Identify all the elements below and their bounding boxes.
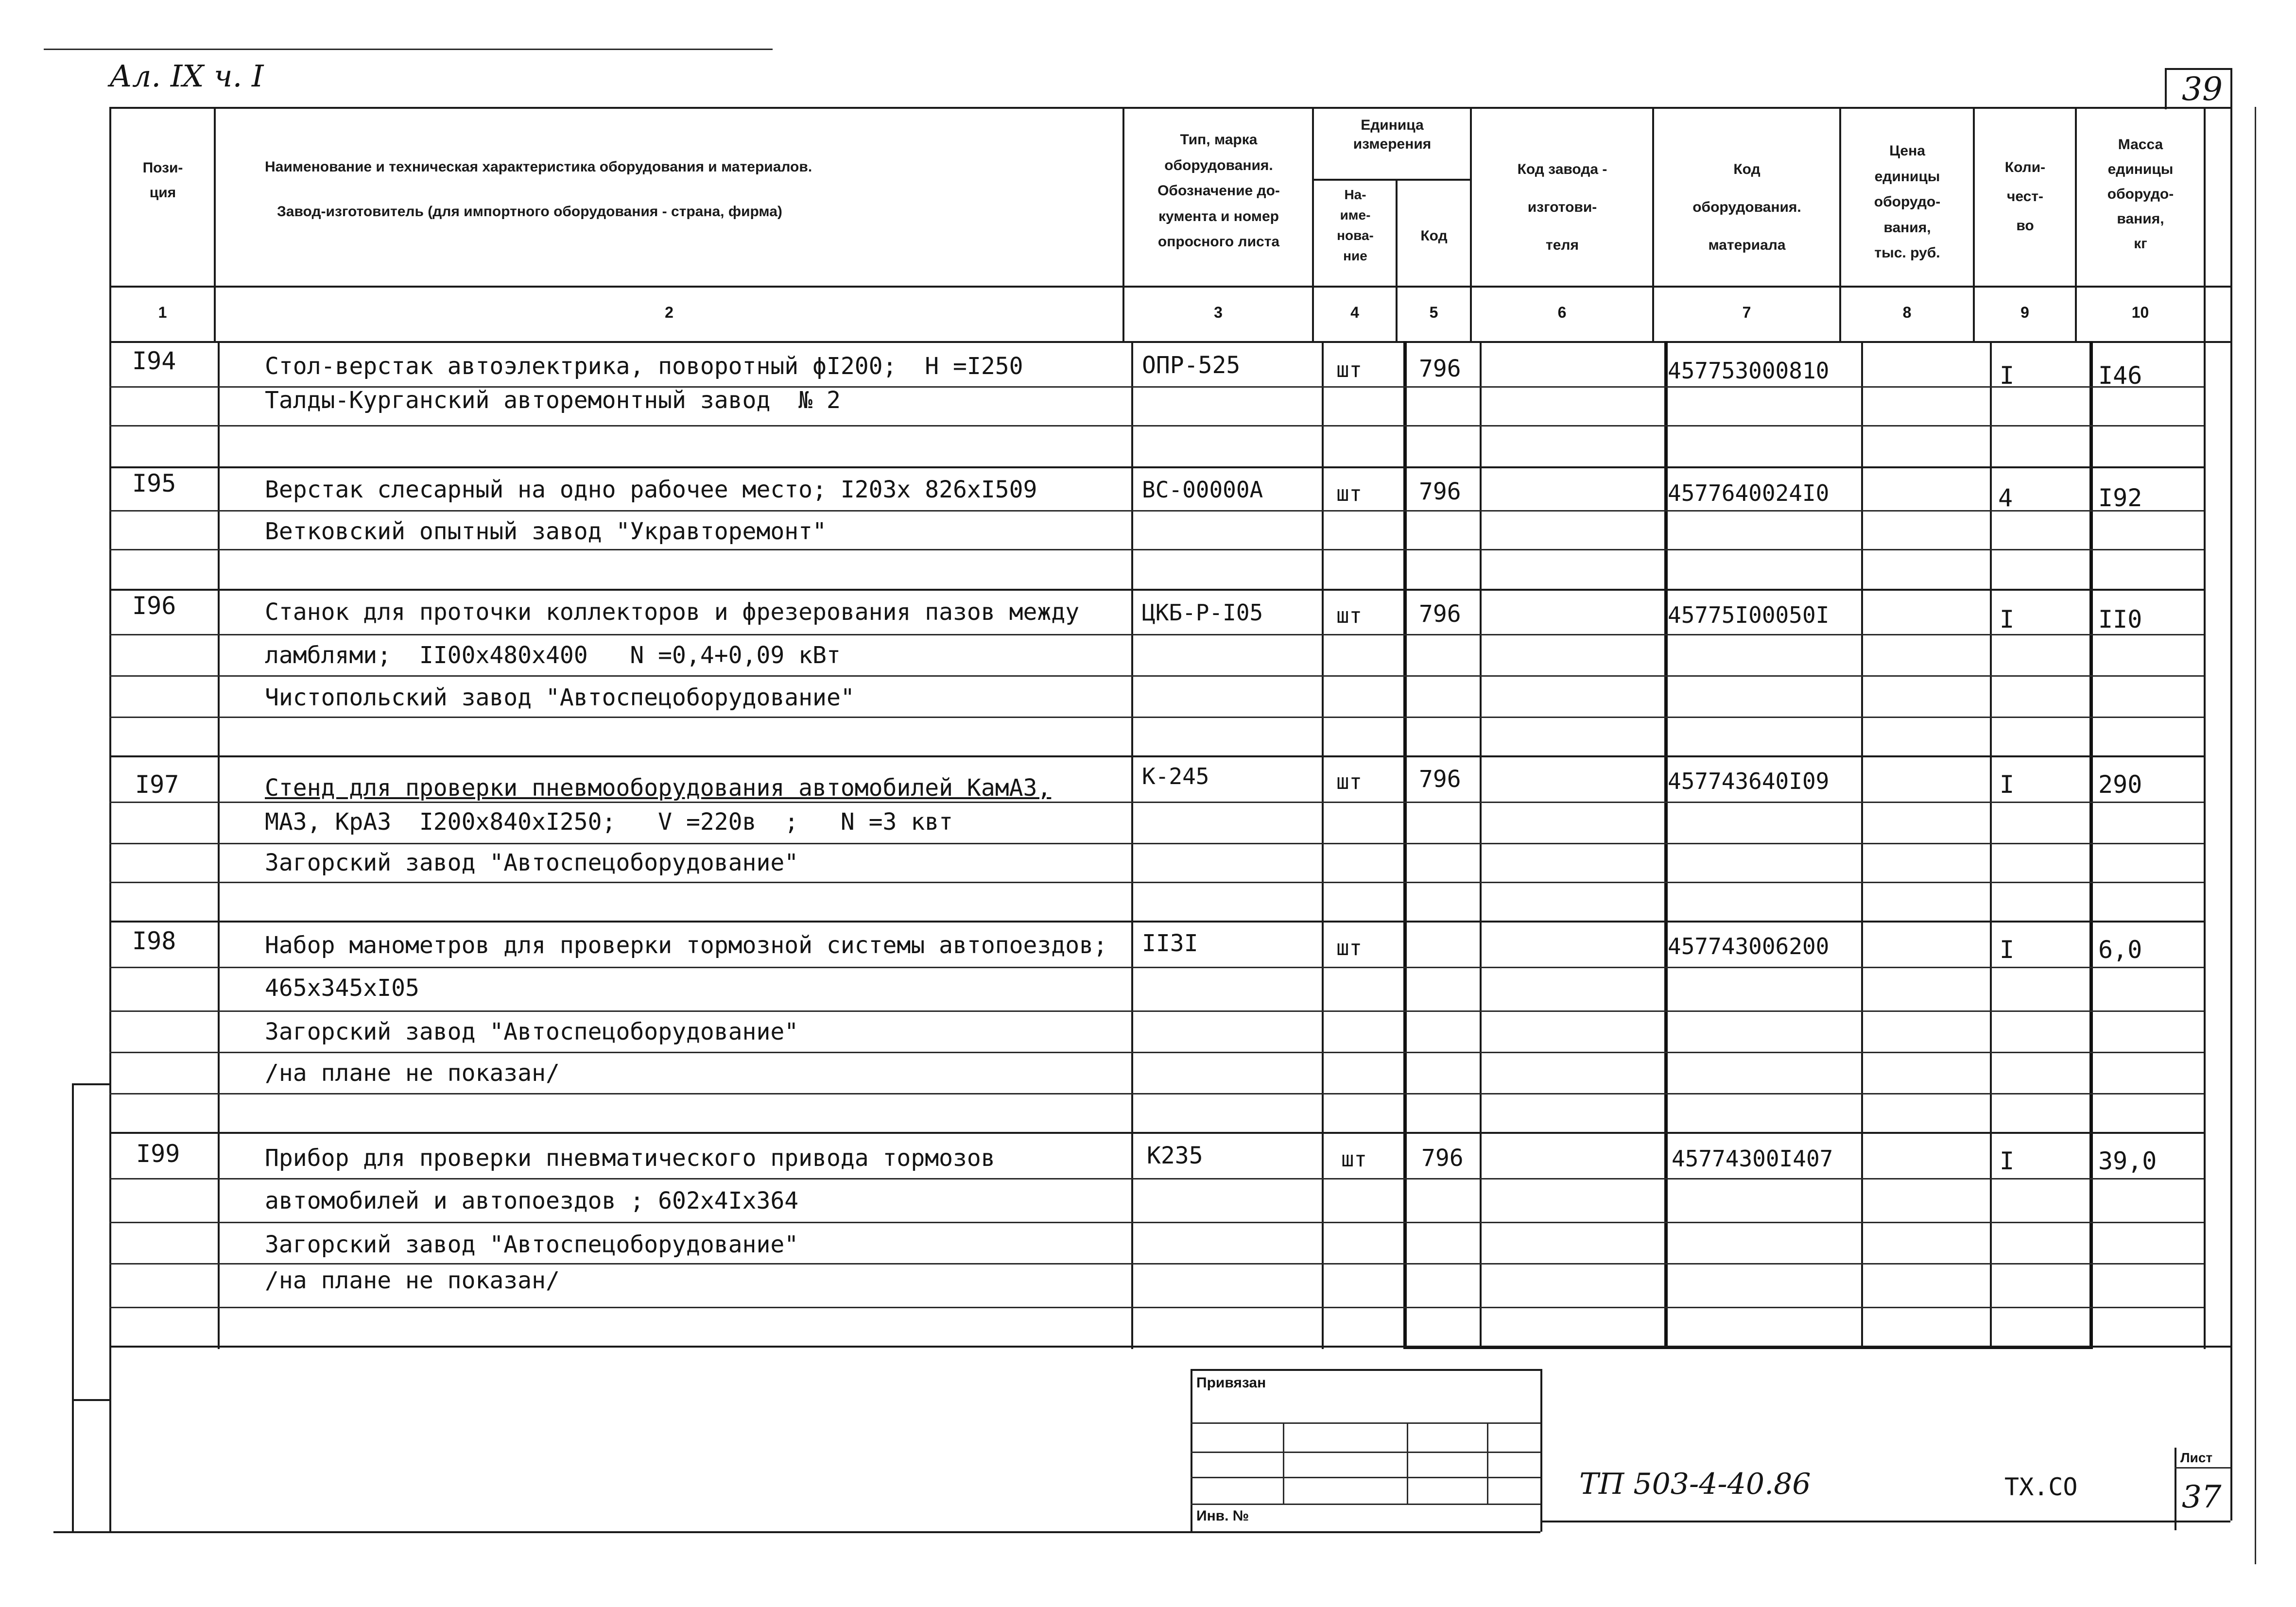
row-description-line: /на плане не показан/ <box>265 1267 560 1294</box>
row-description-line: Верстак слесарный на одно рабочее место; I203x 826xI509 <box>265 476 1037 503</box>
colnum-bottom-line <box>109 341 2230 343</box>
row-mass: 39,0 <box>2098 1147 2157 1175</box>
header-price: Цена единицы оборудо- вания, тыс. руб. <box>1874 143 1941 261</box>
sheet-corner-number: 39 <box>2182 70 2223 108</box>
row-equipment-code: 457743640I09 <box>1668 768 1830 794</box>
row-description-line: Загорский завод "Автоспецоборудование" <box>265 849 799 876</box>
rule <box>109 675 2204 677</box>
header-type: Тип, марка оборудования. Обозначение до- кумента и номер опросного листа <box>1157 132 1280 250</box>
row-unit: шт <box>1336 358 1362 382</box>
header-unit-group: Единица измерения <box>1353 117 1432 152</box>
row-mass: II0 <box>2098 605 2142 633</box>
rule <box>109 510 2204 512</box>
row-description-line: автомобилей и автопоездов ; 602x4Ix364 <box>265 1187 799 1214</box>
row-type: II3I <box>1142 930 1198 957</box>
colnum-3: 3 <box>1214 304 1223 321</box>
row-description-line: Чистопольский завод "Автоспецоборудование" <box>265 684 855 711</box>
row-unit-code: 796 <box>1421 1145 1464 1172</box>
row-position: I94 <box>132 347 176 375</box>
stamp-rule <box>1191 1504 1540 1505</box>
rule <box>109 1346 2230 1348</box>
row-description-line: Стол-верстак автоэлектрика, поворотный ϕI200; H =I250 <box>265 353 1023 380</box>
header-bottom-line <box>109 286 2230 288</box>
colnum-9: 9 <box>2020 304 2029 321</box>
row-unit: шт <box>1336 769 1362 794</box>
row-position: I96 <box>132 592 176 620</box>
header-position: Пози- ция <box>142 160 183 201</box>
binding-tick-top <box>72 1083 111 1085</box>
colnum-8: 8 <box>1902 304 1912 321</box>
row-description-line: Загорский завод "Автоспецоборудование" <box>265 1018 799 1045</box>
row-description-line: Ветковский опытный завод "Укравторемонт" <box>265 518 827 545</box>
row-description-line: Стенд для проверки пневмооборудования автомобилей КамАЗ, <box>265 774 1052 802</box>
corner-box-top <box>2165 68 2230 70</box>
right-margin-line <box>2255 107 2256 1564</box>
document-suffix: ТХ.СО <box>2004 1473 2078 1501</box>
body-sep-9 <box>2089 341 2093 1349</box>
row-description-line: Загорский завод "Автоспецоборудование" <box>265 1231 799 1258</box>
rule <box>109 1307 2204 1308</box>
stamp-bound-label: Привязан <box>1196 1375 1266 1391</box>
header-equipment-code: Код оборудования. материала <box>1692 161 1801 253</box>
rule <box>109 921 2204 923</box>
row-unit: шт <box>1336 603 1362 628</box>
row-unit: шт <box>1341 1147 1367 1172</box>
row-quantity: I <box>2000 936 2015 964</box>
row-type: ВС-00000А <box>1142 477 1263 503</box>
row-mass: I92 <box>2098 484 2142 512</box>
hdr-sep-10 <box>2204 107 2206 341</box>
header-quantity: Коли- чест- во <box>2004 159 2046 234</box>
body-sep-10 <box>2204 341 2206 1349</box>
body-sep-5 <box>1480 341 1482 1349</box>
row-quantity: I <box>2000 605 2015 633</box>
row-type: К-245 <box>1142 763 1209 789</box>
row-description-line: МАЗ, КрАЗ I200x840xI250; V =220в ; N =3 квт <box>265 808 953 836</box>
rule <box>109 549 2204 550</box>
row-type: ЦКБ-Р-I05 <box>1142 599 1263 626</box>
row-unit: шт <box>1336 936 1362 960</box>
header-name-line2: Завод-изготовитель (для импортного оборудования - страна, фирма) <box>277 204 782 220</box>
unit-group-divider <box>1312 179 1470 181</box>
album-reference: Ал. IX <box>109 58 204 94</box>
body-sep-1 <box>218 341 220 1349</box>
header-name-line1: Наименование и техническая характеристика оборудования и материалов. <box>265 159 812 175</box>
header-unit-name: На- име- нова- ние <box>1337 187 1374 263</box>
colnum-4: 4 <box>1350 304 1359 321</box>
rule <box>109 1093 2204 1094</box>
frame-right-border <box>2230 68 2232 1521</box>
rule <box>109 1052 2204 1053</box>
row-position: I98 <box>132 927 176 955</box>
row-quantity: I <box>2000 361 2015 390</box>
top-edge-line <box>44 49 773 50</box>
rule <box>109 425 2204 427</box>
row-quantity: 4 <box>1998 484 2013 512</box>
row-equipment-code: 45775I00050I <box>1668 602 1830 628</box>
colnum-10: 10 <box>2131 304 2149 321</box>
row-equipment-code: 45774300I407 <box>1672 1145 1833 1172</box>
stamp-left-border <box>1191 1369 1192 1532</box>
row-mass: 290 <box>2098 770 2142 799</box>
colnum-5: 5 <box>1429 304 1438 321</box>
rule <box>109 466 2204 468</box>
row-position: I99 <box>136 1140 180 1168</box>
binding-margin-line <box>72 1083 74 1533</box>
row-type: ОПР-525 <box>1142 352 1241 379</box>
sheet-box-left <box>2175 1448 2176 1530</box>
sheet-box-rule <box>2175 1467 2230 1469</box>
body-sep-6 <box>1664 341 1668 1349</box>
rule <box>109 1263 2204 1265</box>
body-sep-3 <box>1322 341 1324 1349</box>
row-unit-code: 796 <box>1419 355 1461 382</box>
rule <box>109 634 2204 635</box>
body-sep-8 <box>1990 341 1992 1349</box>
row-equipment-code: 4577640024I0 <box>1668 480 1830 506</box>
rule <box>109 717 2204 718</box>
colnum-1: 1 <box>158 304 167 321</box>
row-unit-code: 796 <box>1419 600 1461 628</box>
part-reference: ч. I <box>214 58 264 94</box>
stamp-sep <box>1487 1422 1488 1504</box>
row-position: I95 <box>132 469 176 497</box>
binding-tick-bottom <box>72 1399 111 1401</box>
colnum-7: 7 <box>1742 304 1751 321</box>
stamp-sep <box>1283 1422 1284 1504</box>
rule <box>109 1132 2204 1134</box>
colnum-2: 2 <box>665 304 673 321</box>
row-description-line: Станок для проточки коллекторов и фрезерования пазов между <box>265 598 1080 626</box>
body-sep-7 <box>1861 341 1863 1349</box>
rule <box>109 967 2204 968</box>
body-sep-2 <box>1131 341 1133 1349</box>
row-mass: I46 <box>2098 361 2142 390</box>
row-description-line: Талды-Курганский авторемонтный завод № 2 <box>265 387 841 414</box>
rule <box>109 589 2204 591</box>
body-sep-4 <box>1403 341 1407 1349</box>
rule <box>109 1010 2204 1012</box>
rule <box>109 843 2204 844</box>
stamp-sep <box>1407 1422 1408 1504</box>
frame-bottom-border-right <box>1540 1521 2230 1522</box>
stamp-right-border <box>1540 1369 1542 1532</box>
rule <box>109 1178 2204 1180</box>
header-unit-code: Код <box>1420 228 1448 244</box>
rule <box>109 755 2204 757</box>
row-unit-code: 796 <box>1419 478 1461 505</box>
row-quantity: I <box>2000 1147 2015 1175</box>
rule <box>109 802 2204 803</box>
row-description-line: Набор манометров для проверки тормозной системы автопоездов; <box>265 932 1107 959</box>
row-mass: 6,0 <box>2098 936 2142 964</box>
row-description-line: Прибор для проверки пневматического привода тормозов <box>265 1145 995 1172</box>
row-description-line: 465x345xI05 <box>265 974 419 1002</box>
table-top-border <box>109 107 2230 109</box>
sheet-number: 37 <box>2182 1479 2222 1515</box>
rule <box>109 882 2204 883</box>
rule <box>109 1222 2204 1223</box>
row-quantity: I <box>2000 770 2015 799</box>
corner-box-left <box>2165 68 2167 109</box>
row-unit-code: 796 <box>1419 766 1461 793</box>
colnum-6: 6 <box>1557 304 1567 321</box>
row-position: I97 <box>135 770 179 799</box>
row-type: К235 <box>1147 1142 1203 1169</box>
frame-bottom-border <box>53 1531 1540 1533</box>
header-factory-code: Код завода - изготови- теля <box>1517 161 1607 253</box>
row-equipment-code: 457743006200 <box>1668 933 1830 959</box>
row-unit: шт <box>1336 481 1362 506</box>
sheet-label: Лист <box>2180 1450 2213 1465</box>
row-description-line: ламблями; II00x480x400 N =0,4+0,09 кВт <box>265 642 841 669</box>
stamp-inventory-label: Инв. № <box>1196 1508 1249 1524</box>
header-mass: Масса единицы оборудо- вания, кг <box>2107 137 2174 252</box>
document-code: ТП 503-4-40.86 <box>1579 1467 1811 1501</box>
row-equipment-code: 457753000810 <box>1668 358 1830 384</box>
stamp-top-border <box>1191 1369 1540 1371</box>
row-description-line: /на плане не показан/ <box>265 1060 560 1087</box>
